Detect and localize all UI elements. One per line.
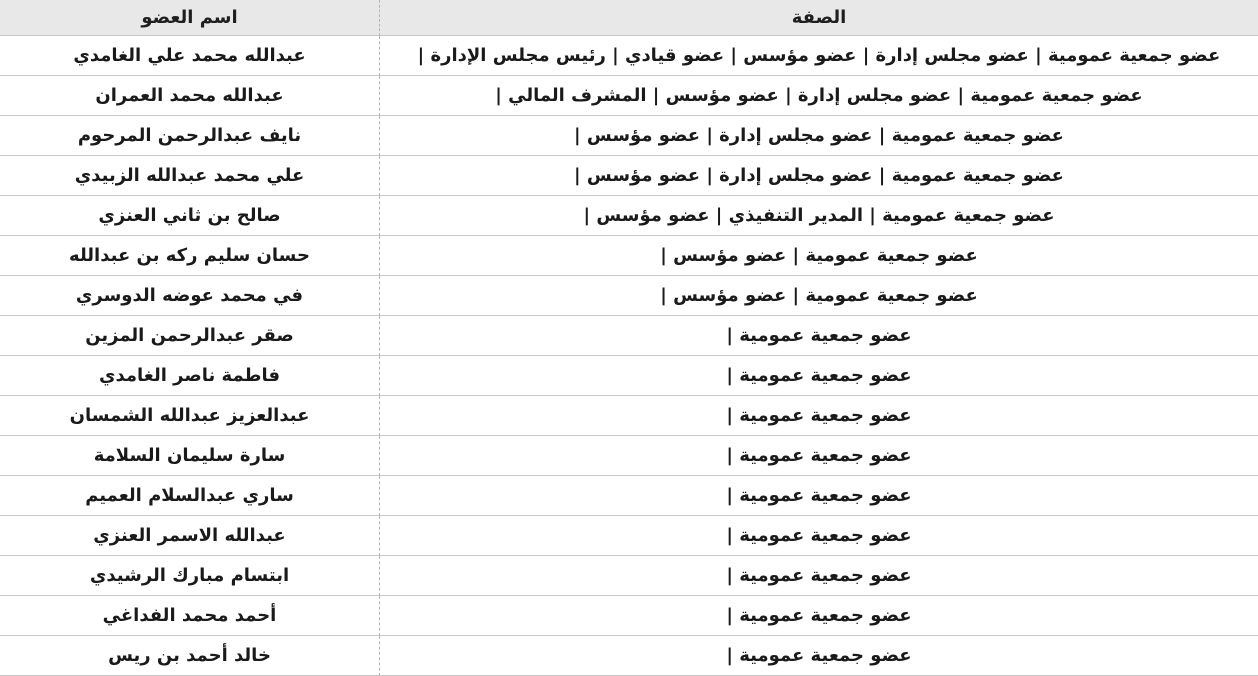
table-row-role: عضو جمعية عمومية | عضو مجلس إدارة | عضو مؤسس | <box>380 156 1258 196</box>
table-row-role: عضو جمعية عمومية | <box>380 476 1258 516</box>
table-row-role: عضو جمعية عمومية | عضو مؤسس | <box>380 236 1258 276</box>
table-row-name: عبدالعزيز عبدالله الشمسان <box>0 396 380 436</box>
table-row-role: عضو جمعية عمومية | <box>380 516 1258 556</box>
table-row-name: ساري عبدالسلام العميم <box>0 476 380 516</box>
table-row-name: أحمد محمد الفداغي <box>0 596 380 636</box>
table-row-role: عضو جمعية عمومية | <box>380 356 1258 396</box>
header-role-label: الصفة <box>791 7 847 28</box>
table-row-name: علي محمد عبدالله الزبيدي <box>0 156 380 196</box>
table-row-name: نايف عبدالرحمن المرحوم <box>0 116 380 156</box>
table-row-name: في محمد عوضه الدوسري <box>0 276 380 316</box>
header-member-name <box>0 0 380 36</box>
table-row-role: عضو جمعية عمومية | <box>380 556 1258 596</box>
table-row-role: عضو جمعية عمومية | <box>380 316 1258 356</box>
header-member-name-label: اسم العضو <box>141 7 238 28</box>
table-row-name: عبدالله محمد علي الغامدي <box>0 36 380 76</box>
table-row-role: عضو جمعية عمومية | المدير التنفيذي | عضو مؤسس | <box>380 196 1258 236</box>
table-row-role: عضو جمعية عمومية | عضو مجلس إدارة | عضو مؤسس | <box>380 116 1258 156</box>
table-row-role: عضو جمعية عمومية | <box>380 636 1258 676</box>
table-row-name: فاطمة ناصر الغامدي <box>0 356 380 396</box>
table-row-name: ابتسام مبارك الرشيدي <box>0 556 380 596</box>
table-row-name: صقر عبدالرحمن المزين <box>0 316 380 356</box>
table-row-role: عضو جمعية عمومية | عضو مؤسس | <box>380 276 1258 316</box>
table-row-name: صالح بن ثاني العنزي <box>0 196 380 236</box>
table-row-name: سارة سليمان السلامة <box>0 436 380 476</box>
table-row-role: عضو جمعية عمومية | عضو مجلس إدارة | عضو مؤسس | عضو قيادي | رئيس مجلس الإدارة | <box>380 36 1258 76</box>
table-row-name: حسان سليم ركه بن عبدالله <box>0 236 380 276</box>
table-row-name: عبدالله محمد العمران <box>0 76 380 116</box>
table-row-role: عضو جمعية عمومية | <box>380 436 1258 476</box>
table-row-name: خالد أحمد بن ريس <box>0 636 380 676</box>
header-role <box>380 0 1258 36</box>
table-row-role: عضو جمعية عمومية | <box>380 396 1258 436</box>
table-row-role: عضو جمعية عمومية | <box>380 596 1258 636</box>
table-row-name: عبدالله الاسمر العنزي <box>0 516 380 556</box>
table-row-role: عضو جمعية عمومية | عضو مجلس إدارة | عضو مؤسس | المشرف المالي | <box>380 76 1258 116</box>
